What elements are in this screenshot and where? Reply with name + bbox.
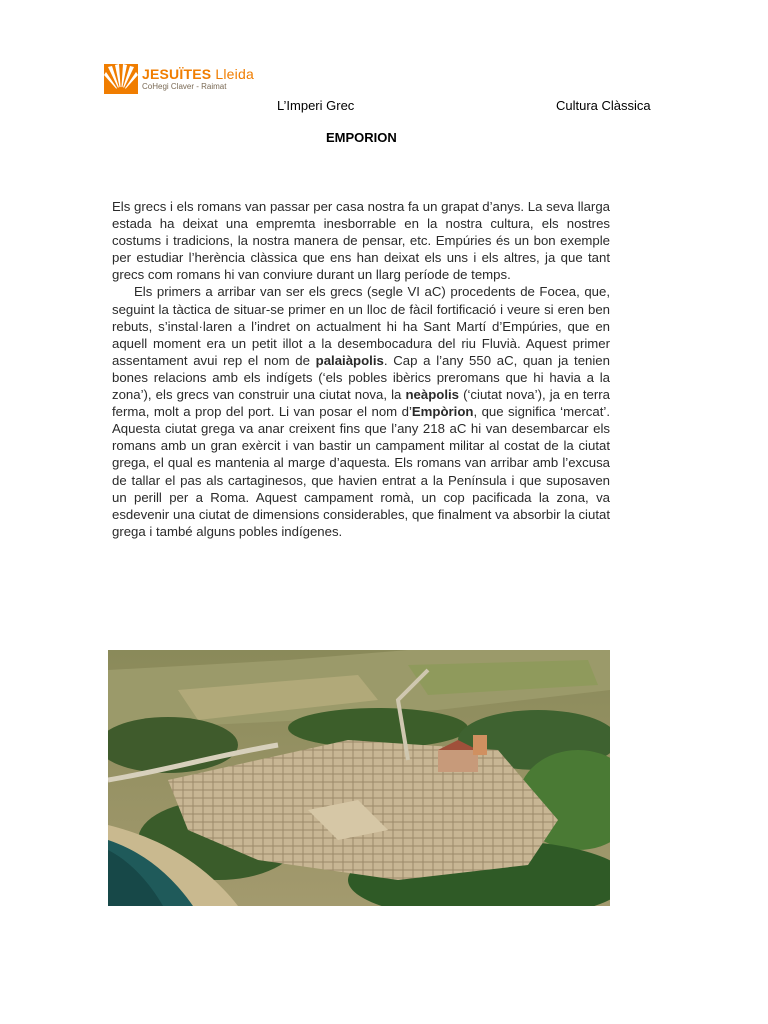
term-palaiapolis: palaiàpolis xyxy=(315,352,384,368)
sun-rays-icon xyxy=(104,64,138,94)
header-subject-title: L’Imperi Grec xyxy=(277,98,355,113)
header-course-name: Cultura Clàssica xyxy=(556,98,651,113)
logo-city: Lleida xyxy=(215,66,254,82)
p2-text-e: (‘ciutat nova’), ja en terra ferma, molt a prop del port. Li van posar el nom d’ xyxy=(112,387,610,420)
paragraph-2 xyxy=(112,283,610,539)
p2-text-a: Els primers a arribar van ser els grecs (segle VI aC) procedents de Focea, que, seguint la tàctica de situar-se primer en un lloc de fàcil fortificació i veure si eren ben rebuts, s’instal·laren a l’indret on actualment hi ha Sant Martí d’Empúries, que en aquell moment era un petit illot a la desembocadura del riu Fluvià. Aquest primer assentament avui rep el nom de xyxy=(112,284,610,368)
logo-wordmark xyxy=(142,67,254,91)
term-emporion: Empòrion xyxy=(411,404,474,420)
p2-text-c: . Cap a l’any 550 aC, quan ja tenien bones relacions amb els indígets (‘els pobles ibèrics preromans que hi havia a la zona’), els grecs van construir una ciutat nova, la xyxy=(112,352,610,403)
body-text xyxy=(112,198,610,540)
logo-subtitle: CoHegi Claver - Raimat xyxy=(142,82,227,91)
page-title: EMPORION xyxy=(326,130,397,145)
school-logo xyxy=(104,64,254,94)
paragraph-1: Els grecs i els romans van passar per casa nostra fa un grapat d’anys. La seva llarga estada ha deixat una empremta inesborrable en la nostra cultura, els nostres costums i tradicions, la nostra manera de pensar, etc. Empúries és un bon exemple per estudiar l’herència clàssica que ens han deixat els uns i els altres, ja que tant grecs com romans hi van conviure durant un llarg període de temps. xyxy=(112,199,610,283)
logo-brand: JESUÏTES xyxy=(142,66,212,82)
term-neapolis: neàpolis xyxy=(405,387,459,403)
p2-text-g: , que significa ‘mercat’. Aquesta ciutat grega va anar creixent fins que l’any 218 aC hi van desembarcar els romans amb un gran exèrcit i van bastir un campament militar al costat de la ciutat grega, el qual es mantenia al marge d’aquesta. Els romans van arribar amb l’excusa de tallar el pas als cartaginesos, que havien entrat a la Península i que suposaven un perill per a Roma. Aquest campament romà, un cop pacificada la zona, va esdevenir una ciutat de dimensions considerables, que finalment va absorbir la ciutat grega i també alguns pobles indígenes. xyxy=(112,404,610,539)
aerial-ruins-photo xyxy=(108,650,610,906)
